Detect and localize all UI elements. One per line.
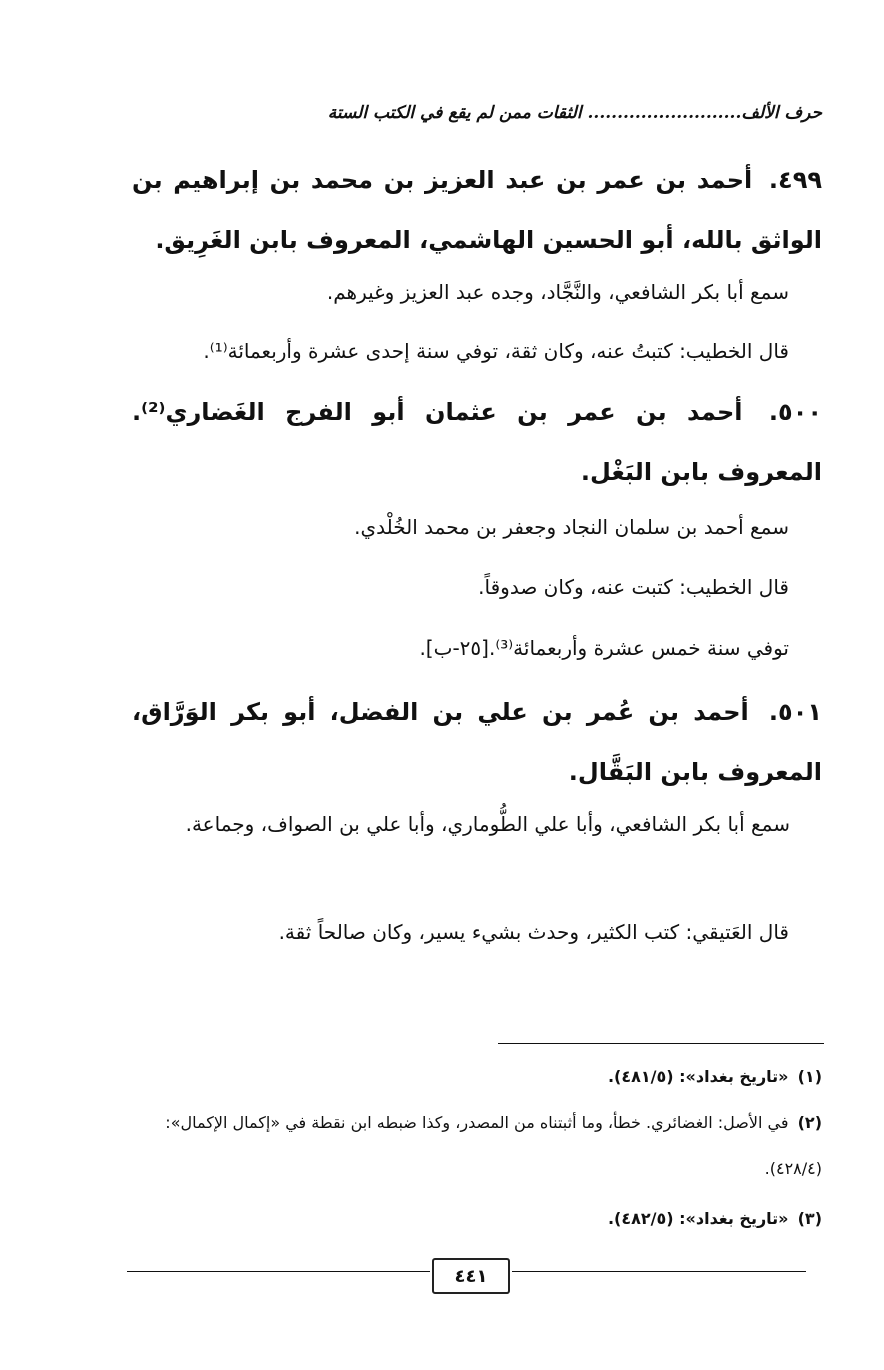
entry-paragraph: توفي سنة خمس عشرة وأربعمائة⁽³⁾.[٢٥-ب]. [419,636,789,660]
page-number: ٤٤١ [432,1258,510,1294]
footnote-number: (٣) [797,1209,822,1228]
footnote-number: (٢) [797,1113,822,1132]
entry-paragraph: قال العَتيقي: كتب الكثير، وحدث بشيء يسير، وكان صالحاً ثقة. [278,920,789,944]
footnote-text: «تاريخ بغداد»: (٤٨١/٥). [607,1067,789,1086]
entry-number: ٥٠٠. [768,398,822,426]
footnote-1 [122,1054,822,1100]
page-rule-left [127,1271,430,1272]
entry-title-499 [132,150,822,270]
entry-heading: أحمد بن عُمر بن علي بن الفضل، أبو بكر الوَرَّاق، المعروف بابن البَقَّال. [132,698,822,786]
footnote-text: «تاريخ بغداد»: (٤٨٢/٥). [607,1209,789,1228]
entry-number: ٤٩٩. [768,166,822,194]
footnote-text: في الأصل: الغضائري. خطأ، وما أثبتناه من المصدر، وكذا ضبطه ابن نقطة في «إكمال الإكمال»: (٤٢٨/٤). [165,1113,822,1178]
entry-heading: أحمد بن عمر بن عثمان أبو الفرج الغَضاري⁽²⁾. المعروف بابن البَغْل. [132,398,822,486]
running-header: حرف الألف.......................... الثقات ممن لم يقع في الكتب الستة [327,103,822,123]
entry-paragraph: قال الخطيب: كتبتُ عنه، وكان ثقة، توفي سنة إحدى عشرة وأربعمائة⁽¹⁾. [203,339,789,363]
footnote-divider [498,1043,824,1044]
footnote-number: (١) [797,1067,822,1086]
entry-paragraph: قال الخطيب: كتبت عنه، وكان صدوقاً. [478,575,789,599]
entry-paragraph: سمع أبا بكر الشافعي، والنَّجَّاد، وجده عبد العزيز وغيرهم. [326,280,789,304]
footnote-2 [122,1100,822,1192]
entry-number: ٥٠١. [768,698,822,726]
footnote-3 [122,1196,822,1242]
entry-paragraph: سمع أبا بكر الشافعي، وأبا علي الطُّوماري، وأبا علي بن الصواف، وجماعة. [185,812,790,836]
entry-title-501 [132,682,822,802]
entry-title-500 [132,382,822,502]
entry-heading: أحمد بن عمر بن عبد العزيز بن محمد بن إبراهيم بن الواثق بالله، أبو الحسين الهاشمي، المعروف بابن الغَرِيق. [132,166,822,254]
page-rule-right [512,1271,806,1272]
entry-paragraph: سمع أحمد بن سلمان النجاد وجعفر بن محمد الخُلْدي. [354,515,789,539]
